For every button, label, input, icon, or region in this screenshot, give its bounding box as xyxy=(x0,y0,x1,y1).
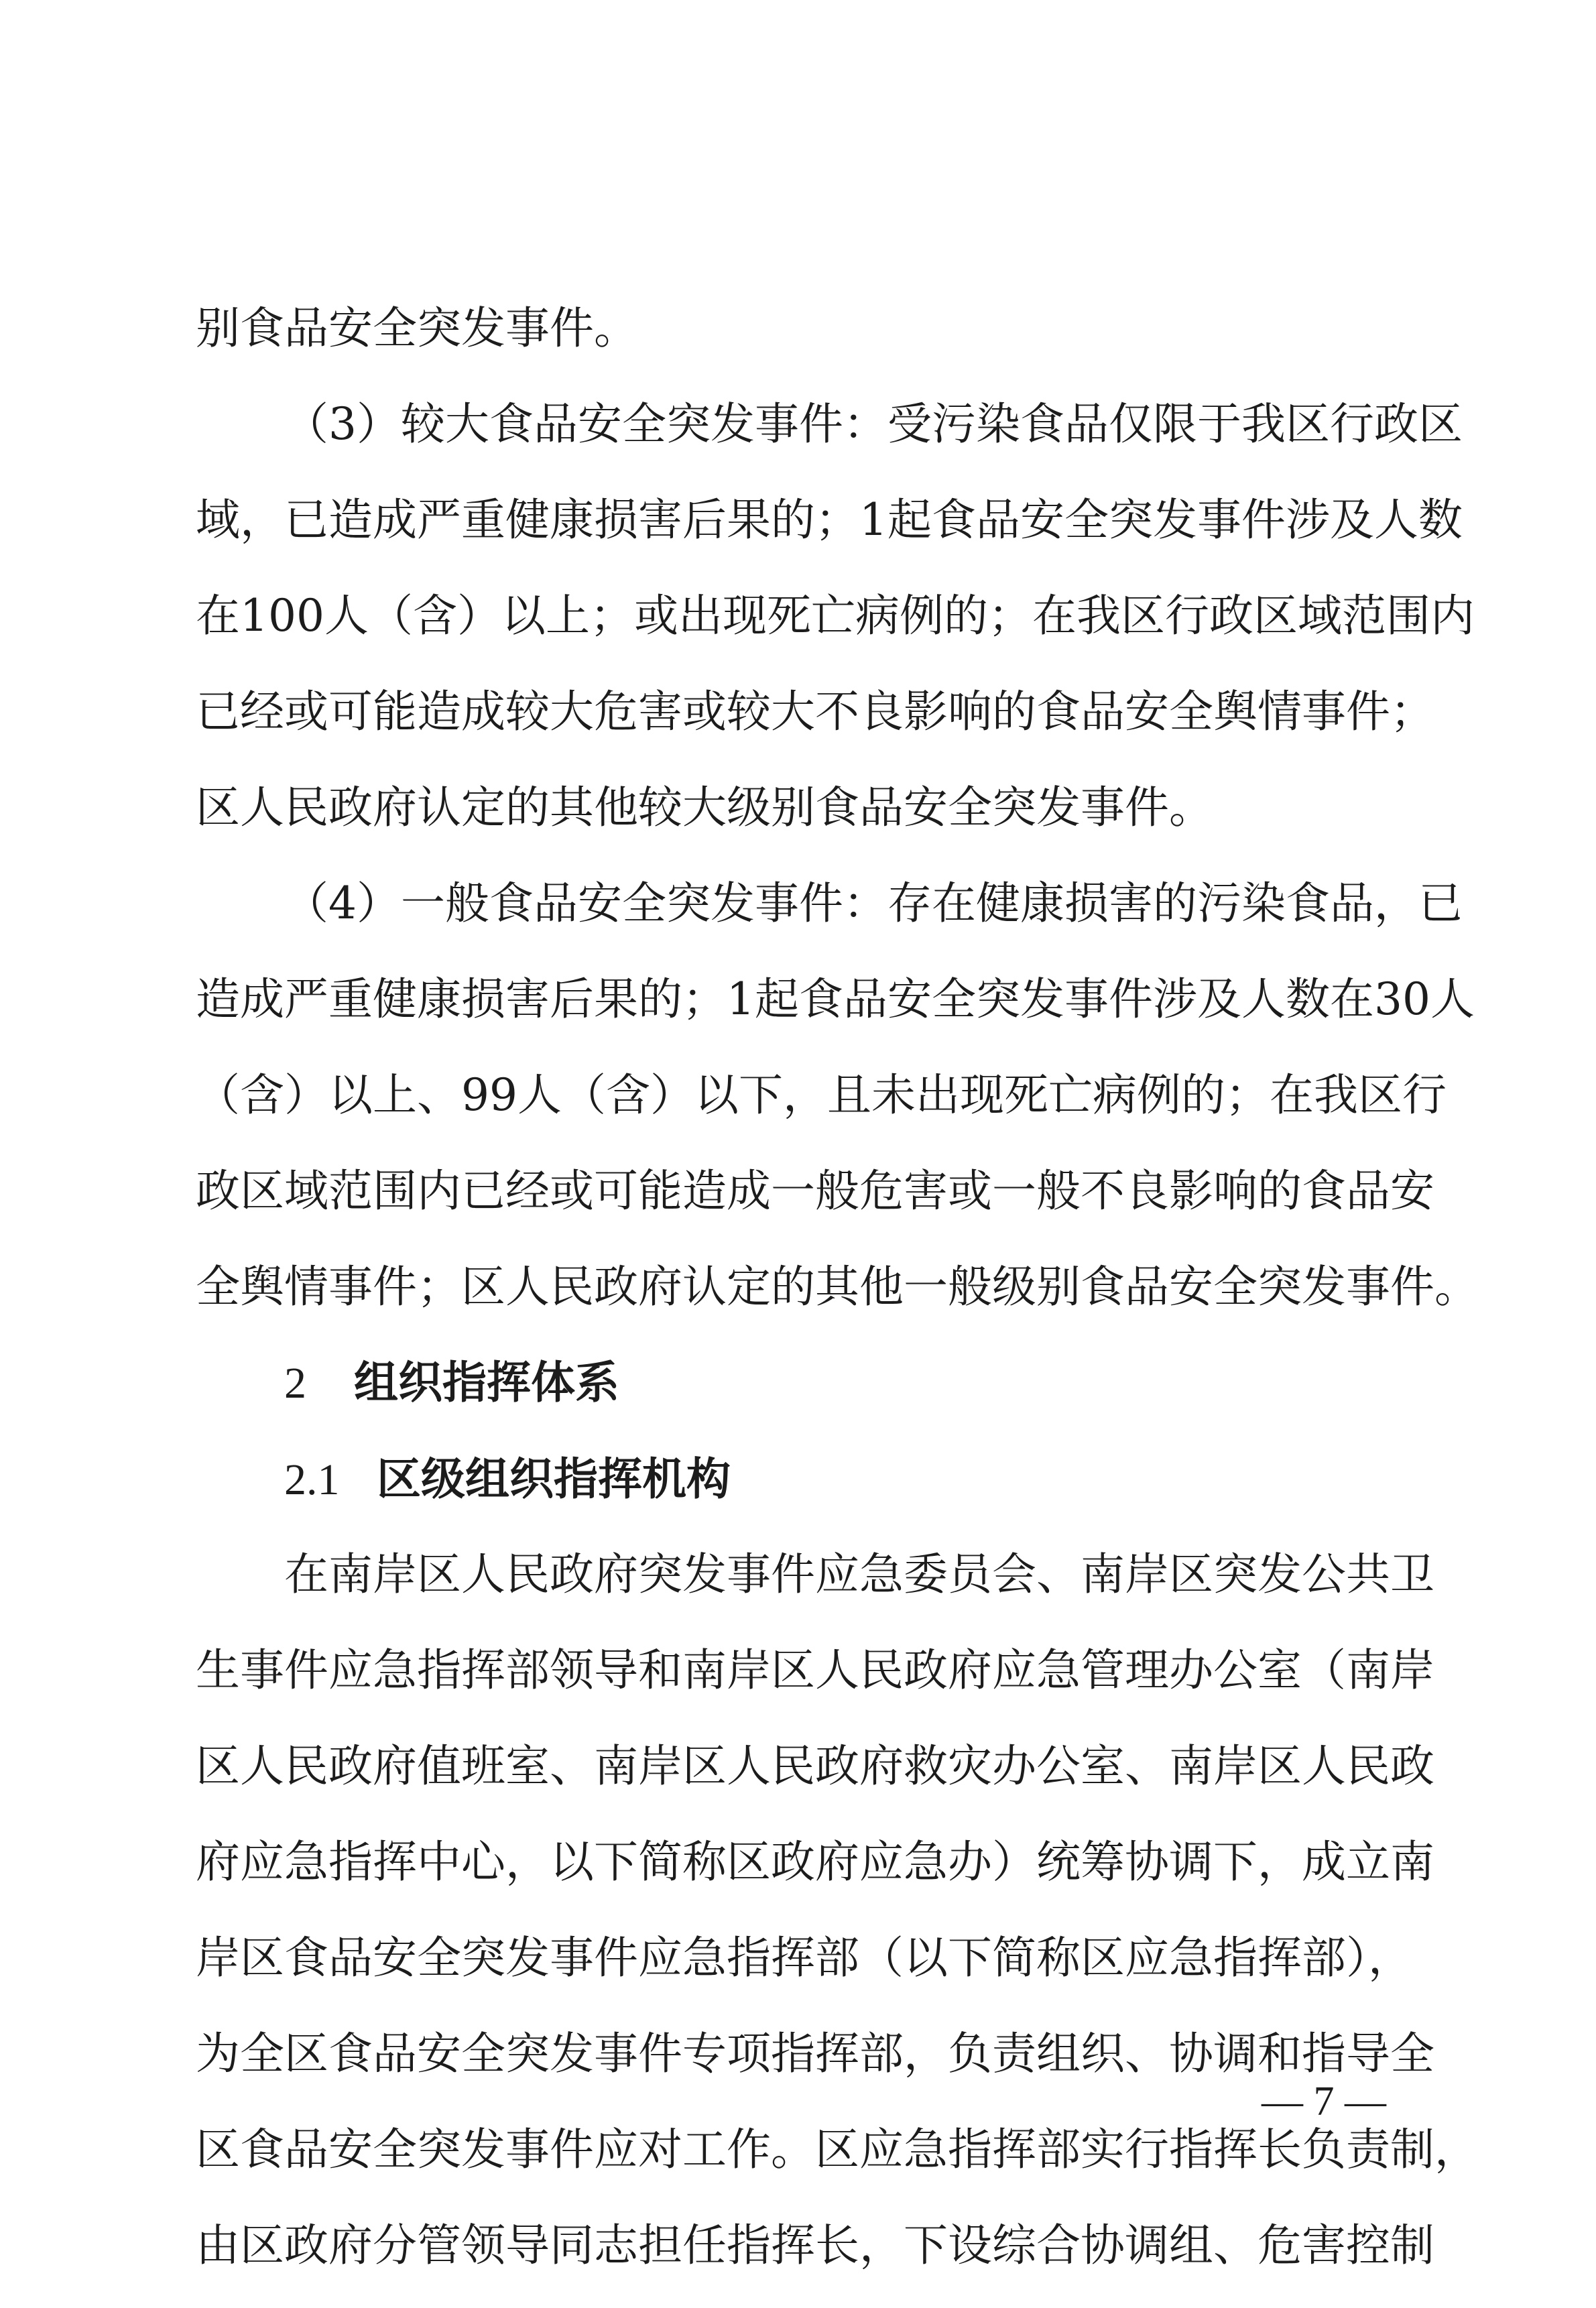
section-heading xyxy=(196,1349,1405,1445)
text-line: 全舆情事件；区人民政府认定的其他一般级别食品安全突发事件。 xyxy=(196,1261,1479,1313)
text-line: 区食品安全突发事件应对工作。区应急指挥部实行指挥长负责制， xyxy=(196,2124,1479,2175)
text-line: 区人民政府值班室、南岸区人民政府救灾办公室、南岸区人民政 xyxy=(196,1740,1434,1792)
paragraph-body xyxy=(196,1541,1479,2308)
subsection-heading xyxy=(196,1445,1405,1541)
text-line: 府应急指挥中心，以下简称区政府应急办）统筹协调下，成立南 xyxy=(196,1836,1434,1888)
text-line: 岸区食品安全突发事件应急指挥部（以下简称区应急指挥部）， xyxy=(196,1932,1412,1984)
paragraph-level-4 xyxy=(196,870,1479,1349)
text-line: （3）较大食品安全突发事件：受污染食品仅限于我区行政区 xyxy=(284,398,1463,450)
text-line: 造成严重健康损害后果的；1起食品安全突发事件涉及人数在30人 xyxy=(196,973,1475,1025)
text-line: 在南岸区人民政府突发事件应急委员会、南岸区突发公共卫 xyxy=(284,1548,1434,1600)
text-line: 为全区食品安全突发事件专项指挥部，负责组织、协调和指导全 xyxy=(196,2028,1434,2079)
text-line: 域，已造成严重健康损害后果的；1起食品安全突发事件涉及人数 xyxy=(196,494,1463,546)
document-body xyxy=(196,295,1479,2308)
paragraph-level-3 xyxy=(196,391,1475,870)
text-line: （含）以上、99人（含）以下，且未出现死亡病例的；在我区行 xyxy=(196,1069,1447,1121)
subsection-number: 2.1 xyxy=(284,1455,340,1504)
page-number: — 7 — xyxy=(1262,2079,1386,2124)
text-line: （4）一般食品安全突发事件：存在健康损害的污染食品，已 xyxy=(284,877,1463,929)
section-title: 组织指挥体系 xyxy=(354,1357,619,1408)
section-number: 2 xyxy=(284,1359,306,1408)
text-line: 区人民政府认定的其他较大级别食品安全突发事件。 xyxy=(196,782,1213,833)
paragraph-continuation: 别食品安全突发事件。 xyxy=(196,302,638,354)
text-line: 由区政府分管领导同志担任指挥长，下设综合协调组、危害控制 xyxy=(196,2220,1434,2271)
text-line: 政区域范围内已经或可能造成一般危害或一般不良影响的食品安 xyxy=(196,1165,1434,1217)
text-line: 在100人（含）以上；或出现死亡病例的；在我区行政区域范围内 xyxy=(196,590,1475,642)
text-line: 生事件应急指挥部领导和南岸区人民政府应急管理办公室（南岸 xyxy=(196,1644,1434,1696)
text-line: 已经或可能造成较大危害或较大不良影响的食品安全舆情事件； xyxy=(196,686,1434,737)
subsection-title: 区级组织指挥机构 xyxy=(377,1453,731,1505)
